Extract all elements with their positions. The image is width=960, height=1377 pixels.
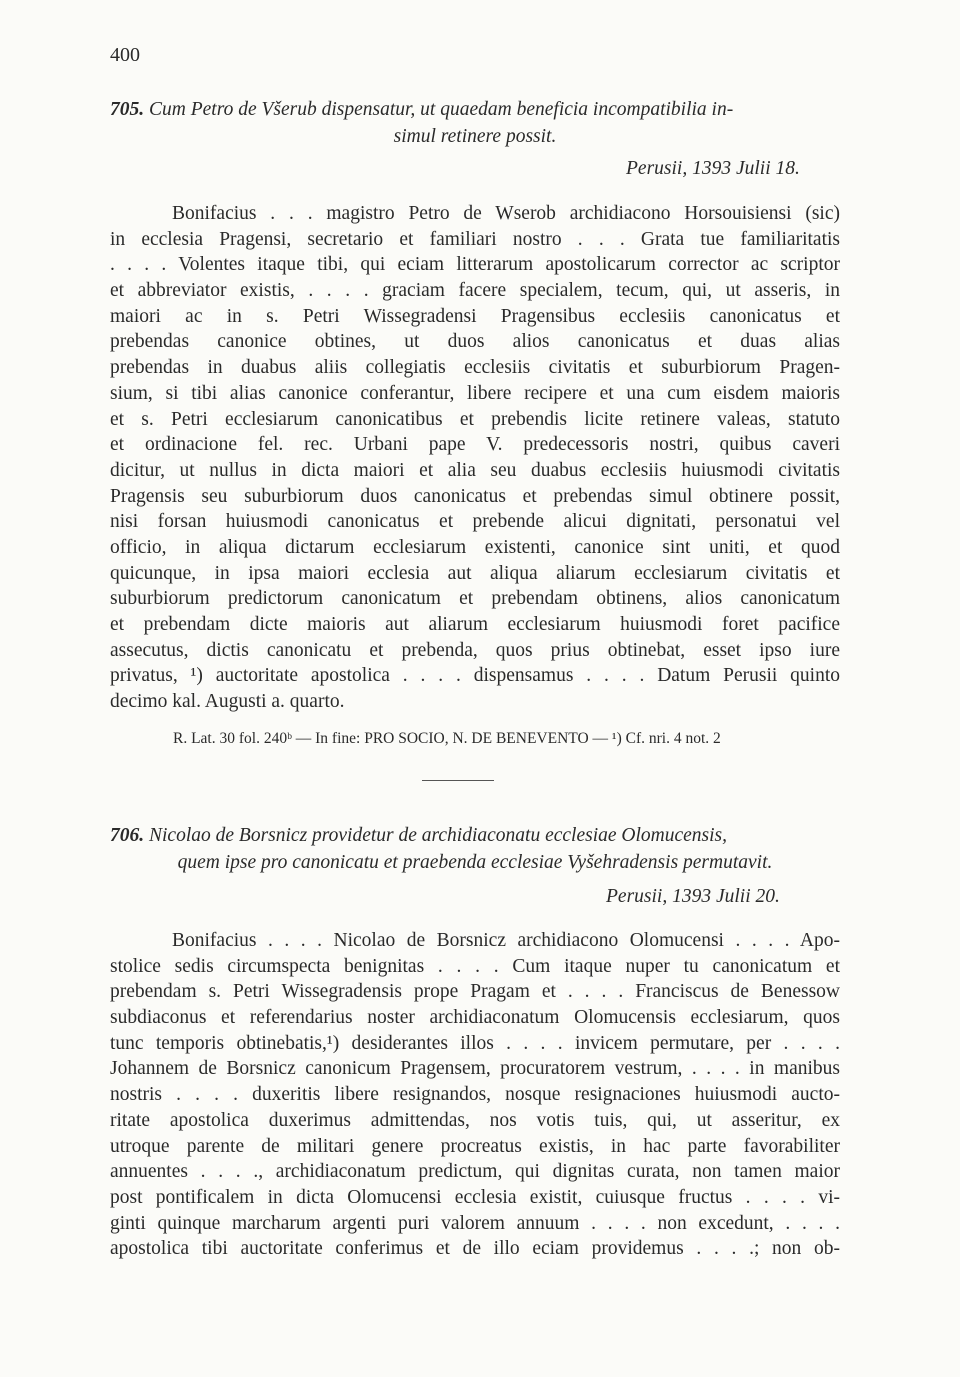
doc706-line: annuentes . . . ., archidiaconatum predictum, qui dignitas curata, non tamen maior bbox=[110, 1161, 840, 1183]
doc706-line: nostris . . . . duxeritis libere resignandos, nosque resignaciones huiusmodi aucto- bbox=[110, 1084, 840, 1106]
doc705-line: maiori ac in s. Petri Wissegradensi Pragensibus ecclesiis canonicatus et bbox=[110, 305, 840, 327]
doc706-line: subdiaconus et referendarius noster archidiaconatum Olomucensis ecclesiarum, quos bbox=[110, 1007, 840, 1029]
doc705-line: et abbreviator existis, . . . . graciam facere specialem, tecum, qui, ut asseris, in bbox=[110, 280, 840, 302]
doc706-line: Bonifacius . . . . Nicolao de Borsnicz archidiacono Olomucensi . . . . Apo- bbox=[172, 930, 840, 951]
doc706-line: ginti quinque marcharum argenti puri valorem annuum . . . . non excedunt, . . . . bbox=[110, 1212, 840, 1234]
doc706-title-line1: Nicolao de Borsnicz providetur de archidiaconatu ecclesiae Olomucensis, bbox=[149, 825, 728, 846]
doc705-line: quicunque, in ipsa maiori ecclesia aut aliqua aliarum ecclesiarum civitatis et bbox=[110, 562, 840, 584]
doc706-line: apostolica tibi auctoritate conferimus et de illo eciam providemus . . . .; non ob- bbox=[110, 1238, 840, 1260]
doc705-line: sium, si tibi alias canonice conferantur, libere recipere et una cum eisdem maioris bbox=[110, 382, 840, 404]
doc705-line: Bonifacius . . . magistro Petro de Wserob archidiacono Horsouisiensi (sic) bbox=[172, 203, 840, 224]
doc705-line: assecutus, dictis canonicatu et prebenda, quos prius obtinebat, esset ipso iure bbox=[110, 639, 840, 661]
page-number: 400 bbox=[110, 44, 140, 66]
doc706-line: ritate apostolica duxerimus admittendas, nos votis tuis, qui, ut asseritur, ex bbox=[110, 1109, 840, 1131]
doc706-title-line2: quem ipse pro canonicatu et praebenda ecclesiae Vyšehradensis permutavit. bbox=[177, 852, 773, 873]
doc706-title bbox=[110, 822, 840, 876]
doc706-line: tunc temporis obtinebatis,¹) desiderantes illos . . . . invicem permutare, per . . . . bbox=[110, 1032, 840, 1054]
doc705-line: nisi forsan huiusmodi canonicatus et prebende alicui dignitati, personatui vel bbox=[110, 511, 840, 533]
doc705-dateline: Perusii, 1393 Julii 18. bbox=[626, 158, 800, 179]
doc706-body bbox=[110, 928, 840, 1262]
doc705-line: officio, in aliqua dictarum ecclesiarum existenti, canonice sint uniti, et quod bbox=[110, 536, 840, 558]
doc705-title-line2: simul retinere possit. bbox=[393, 126, 557, 147]
doc705-title-line1: Cum Petro de Všerub dispensatur, ut quaedam beneficia incompatibilia in- bbox=[149, 99, 734, 120]
doc706-line: utroque parente de militari genere procreatus existis, in hac parte favorabiliter bbox=[110, 1135, 840, 1157]
doc705-line: prebendas in duabus aliis collegiatis ecclesiis civitatis et suburbiorum Pragen- bbox=[110, 357, 840, 379]
doc706-dateline: Perusii, 1393 Julii 20. bbox=[606, 886, 780, 907]
doc705-line: in ecclesia Pragensi, secretario et familiari nostro . . . Grata tue familiaritatis bbox=[110, 228, 840, 250]
doc705-line: Pragensis seu suburbiorum duos canonicatus et prebendas simul obtinere possit, bbox=[110, 485, 840, 507]
doc705-line: et prebendam dicte maioris aut aliarum ecclesiarum huiusmodi foret pacifice bbox=[110, 614, 840, 635]
doc705-body bbox=[110, 201, 840, 715]
doc705-line: et ordinacione fel. rec. Urbani pape V. predecessoris nostri, quibus caveri bbox=[110, 434, 840, 456]
doc705-line: suburbiorum predictorum canonicatum et prebendam obtinens, alios canonicatum bbox=[110, 588, 840, 610]
doc705-line: et s. Petri ecclesiarum canonicatibus et prebendis licite retinere valeas, statuto bbox=[110, 408, 840, 430]
doc705-line: prebendas canonice obtines, ut duos alios canonicatus et duas alias bbox=[110, 331, 840, 353]
section-divider bbox=[422, 780, 494, 781]
doc705-line: dicitur, ut nullus in dicta maiori et alia seu duabus ecclesiis huiusmodi civitatis bbox=[110, 459, 840, 481]
doc705-number: 705. bbox=[110, 99, 145, 120]
doc706-line: prebendam s. Petri Wissegradensis prope Pragam et . . . . Franciscus de Benessow bbox=[110, 981, 840, 1003]
doc706-number: 706. bbox=[110, 825, 145, 846]
doc705-line: privatus, ¹) auctoritate apostolica . . . . dispensamus . . . . Datum Perusii quinto bbox=[110, 665, 840, 687]
doc706-line: stolice sedis circumspecta benignitas . . . . Cum itaque nuper tu canonicatum et bbox=[110, 955, 840, 977]
doc706-line: Johannem de Borsnicz canonicum Pragensem, procuratorem vestrum, . . . . in manibus bbox=[110, 1058, 840, 1080]
doc705-reference: R. Lat. 30 fol. 240ᵇ — In fine: PRO SOCIO, N. DE BENEVENTO — ¹) Cf. nri. 4 not. 2 bbox=[173, 730, 721, 747]
doc705-line: decimo kal. Augusti a. quarto. bbox=[110, 691, 345, 713]
doc706-line: post pontificalem in dicta Olomucensi ecclesia existit, cuiusque fructus . . . . vi- bbox=[110, 1186, 840, 1208]
doc705-line: . . . . Volentes itaque tibi, qui eciam litterarum apostolicarum corrector ac scriptor bbox=[110, 254, 840, 276]
doc705-title bbox=[110, 96, 840, 150]
